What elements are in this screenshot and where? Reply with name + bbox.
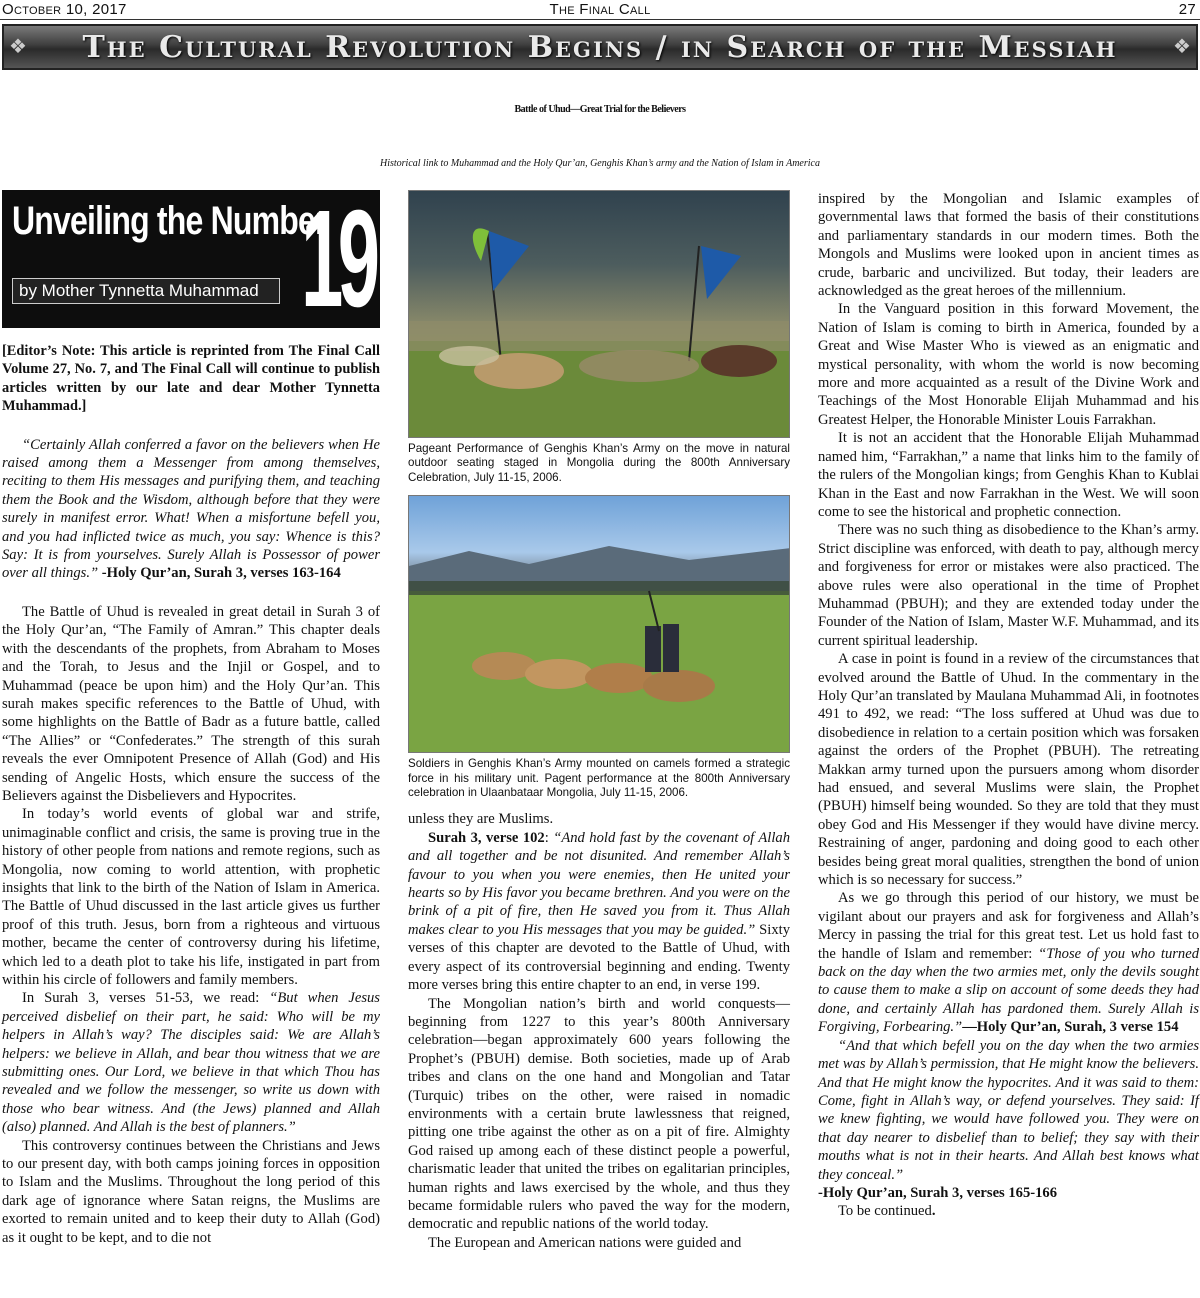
surah-quote: “And hold fast by the covenant of Allah and all together and be not disunited. And remember Allah’s favour to you when you were enemies, then He united your hearts so by His favor you became brethren. And you were on the brink of a pit of fire, then He saved you from it. Thus Allah makes clear to you His messages that you may be guided.” bbox=[408, 829, 790, 938]
section-banner bbox=[2, 24, 1198, 70]
opening-quote bbox=[2, 436, 380, 583]
banner-text: The Cultural Revolution Begins / in Search of the Messiah bbox=[82, 29, 1118, 65]
continued-text: To be continued bbox=[838, 1203, 932, 1220]
to-be-continued bbox=[818, 1202, 1199, 1220]
surah-quote: “Those of you who turned back on the day when the two armies met, only the devils sought to cause them to make a slip on account of some deeds they had done, and certainly Allah has pardoned them. Surely Allah is Forgiving, Forbearing.” bbox=[818, 945, 1199, 1036]
column-2-body bbox=[408, 810, 790, 1252]
horsemen-with-banners-photo bbox=[408, 190, 790, 438]
column-2 bbox=[408, 190, 790, 1252]
surah-source: -Holy Qur’an, Surah 3, verses 165-166 bbox=[818, 1184, 1058, 1201]
headline: Battle of Uhud—Great Trial for the Believers bbox=[514, 104, 686, 115]
issue-date: October 10, 2017 bbox=[2, 1, 127, 18]
paragraph-intro: In Surah 3, verses 51-53, we read: bbox=[22, 990, 270, 1007]
surah-quote: “But when Jesus perceived disbelief on their part, he said: Who will be my helpers in Allah’s way? The disciples said: We are Allah’s helpers: we believe in Allah, and bear thou witness that we are submitting ones. Our Lord, we believe in that which Thou has revealed and we follow the messenger, so write us down with those who bear witness. And (the Jews) planned and Allah (also) planned. And Allah is the best of planners.” bbox=[2, 990, 380, 1136]
surah-label: Surah 3, verse 102 bbox=[428, 829, 545, 846]
paragraph: In the Vanguard position in this forward Movement, the Nation of Islam is coming to birth in America, founded by a Great and Wise Master Who is viewed as an enigmatic and mystical personality, with whom the world is now becoming more and more acquainted as a result of the Divine Work and Teachings of the Most Honorable Elijah Muhammad and his Greatest Helper, the Honorable Minister Louis Farrakhan. bbox=[818, 301, 1199, 428]
continued-period: . bbox=[931, 1203, 936, 1220]
column-logo bbox=[2, 190, 380, 328]
logo-title: Unveiling the Number bbox=[12, 199, 327, 243]
paragraph: There was no such thing as disobedience to the Khan’s army. Strict discipline was enforced, with death to pay, although mercy and forgiveness for error or mistakes were also practiced. The above rules were also operational in the time of Prophet Muhammad (PBUH); and they are extended today under the Founder of the Nation of Islam, Master W.F. Muhammad, and its current spiritual leadership. bbox=[818, 522, 1199, 649]
paragraph bbox=[2, 989, 380, 1136]
ornament-left-icon: ❖ bbox=[9, 36, 27, 58]
page-number: 27 bbox=[1178, 1, 1196, 18]
opening-quote-source: -Holy Qur’an, Surah 3, verses 163-164 bbox=[98, 565, 341, 582]
paragraph: The Mongolian nation’s birth and world conquests—beginning from 1227 to this year’s 800th Anniversary celebration—began approximately 600 years following the Prophet’s (PBUH) demise. Both societies, made up of Arab tribes and clans on the one hand and Mongolian and Tatar (Turquic) tribes on the other, were raised in nomadic environments with a certain brute lawlessness that reigned, pitting one tribe against the other as on a pit of fire. Almighty God raised up among each of these distinct people a powerful, charismatic leader that united the tribes on egalitarian principles, human rights and laws exercised by the whole, and thus they became formidable rulers who paved the way for the modern, democratic and republic nations of the world today. bbox=[408, 995, 790, 1233]
mounted-soldiers-photo bbox=[408, 495, 790, 753]
paragraph bbox=[818, 889, 1199, 1036]
paragraph-intro: As we go through this period of our history, we must be vigilant about our prayers and ask for forgiveness and Allah’s Mercy in passing the trial for this great test. Let us hold fast to the handle of Islam and remember: bbox=[818, 890, 1199, 962]
photo-illustration bbox=[409, 496, 790, 753]
surah-rest: Sixty verses of this chapter are devoted to the Battle of Uhud, with every aspect of its controversial beginning and ending. Twenty more verses bring this entire chapter to an end, in verse 199. bbox=[408, 921, 790, 994]
photo-caption: Pageant Performance of Genghis Khan’s Army on the move in natural outdoor seating staged in Mongolia during the 800th Anniversary Celebration, July 11-15, 2006. bbox=[408, 442, 790, 484]
paragraph: The Battle of Uhud is revealed in great detail in Surah 3 of the Holy Qur’an, “The Family of Amran.” This chapter deals with the descendants of the prophets, from Abraham to Moses and the Torah, to Jesus and the Injil or Gospel, and to Muhammad (peace be upon him) and the Holy Qur’an. This surah makes specific references to the Battle of Uhud, with some highlights on the Battle of Badr as a future battle, called “The Allies” or “Confederates.” The strength of this surah reveals the ever Omnipotent Presence of Allah (God) and His sending of Angelic Hosts, which ensure the success of the Believers against the Disbelievers and Hypocrites. bbox=[2, 603, 380, 804]
ornament-right-icon: ❖ bbox=[1173, 36, 1191, 58]
page-header bbox=[0, 0, 1200, 20]
subheadline: Historical link to Muhammad and the Holy Qur’an, Genghis Khan’s army and the Nation of Islam in America bbox=[380, 158, 820, 169]
surah-source: —Holy Qur’an, Surah, 3 verse 154 bbox=[962, 1019, 1179, 1036]
paragraph: A case in point is found in a review of the circumstances that evolved around the Battle of Uhud. In the commentary in the Holy Qur’an translated by Maulana Muhammad Ali, in footnotes 491 to 492, we read: “The loss suffered at Uhud was due to disobedience in relation to a certain position which was forsaken against the orders of the Prophet (PBUH). The retreating Makkan army turned upon the pursuers among whom disorder had ensued, and several Muslims were slain, the Prophet (PBUH) himself being wounded. So they are told that they must obey God and His Messenger if they would have divine mercy. Restraining of anger, pardoning and doing good to each other besides being great moral qualities, strengthen the bond of union which is so necessary for success.” bbox=[818, 651, 1199, 889]
paragraph: In today’s world events of global war and strife, unimaginable conflict and crisis, the same is proving true in the history of other people from nations and remote regions, such as Mongolia, now coming to world attention, with prophetic insights that link to the birth of the Nation of Islam in America. The Battle of Uhud discussed in the last article gives us further proof of this truth. Jesus, born from a righteous and virtuous mother, became the center of controversy during his lifetime, which led to a death plot to take his life, instigated in part from within his circle of followers and family members. bbox=[2, 806, 380, 988]
column-1 bbox=[2, 190, 380, 1247]
paragraph: inspired by the Mongolian and Islamic examples of governmental laws that formed the basis of their constitutions and parliamentary standards in our modern times. Both the Mongols and Muslims were looked upon in ancient times as crude, barbaric and uncivilized. But today, their leaders are acknowledged as the great heroes of the millennium. bbox=[818, 191, 1199, 300]
surah-quote: “And that which befell you on the day when the two armies met was by Allah’s permission, that He might know the believers. And that He might know the hypocrites. And it was said to them: Come, fight in Allah’s way, or defend yourselves. They said: If we knew fighting, we would have followed you. They were on that day nearer to disbelief than to belief; they say with their mouths what is not in their hearts. And Allah best knows what they conceal.” bbox=[818, 1037, 1199, 1183]
opening-quote-text: “Certainly Allah conferred a favor on the believers when He raised among them a Messenger from among themselves, reciting to them His messages and purifying them, and teaching them the Book and the Wisdom, although before that they were surely in manifest error. What! When a misfortune befell you, and you had inflicted twice as much, you say: Whence is this? Say: It is from yourselves. Surely Allah is Possessor of power over all things.” bbox=[2, 436, 380, 582]
logo-number: 19 bbox=[300, 190, 374, 328]
editors-note: [Editor’s Note: This article is reprinted from The Final Call Volume 27, No. 7, and The Final Call will continue to publish articles written by our late and dear Mother Tynnetta Muhammad.] bbox=[2, 343, 380, 415]
paragraph: It is not an accident that the Honorable Elijah Muhammad named him, “Farrakhan,” a name that links him to the family of the rulers of the Mongolian kings; from Genghis Khan to Kublai Khan in the East and now Farrakhan in the West. We will soon come to see the historical and prophetic connection. bbox=[818, 430, 1199, 520]
column-3 bbox=[818, 190, 1199, 1221]
surah-colon: : bbox=[544, 829, 554, 846]
paragraph bbox=[408, 829, 790, 995]
paragraph bbox=[818, 1037, 1199, 1203]
paragraph: The European and American nations were guided and bbox=[428, 1234, 742, 1251]
photo-illustration bbox=[409, 191, 790, 438]
paragraph: This controversy continues between the Christians and Jews to our present day, with both camps joining forces in opposition to Islam and the Muslims. Throughout the long period of this dark age of ignorance where Satan reigns, the Muslims are exorted to remain united and to keep their duty to Allah (God) as it ought to be kept, and to die not bbox=[2, 1137, 380, 1246]
paragraph: unless they are Muslims. bbox=[408, 811, 554, 828]
publication-name: The Final Call bbox=[549, 1, 651, 18]
photo-caption: Soldiers in Genghis Khan’s Army mounted on camels formed a strategic force in his military unit. Pagent performance at the 800th Anniversary celebration in Ulaanbataar Mongolia, July 11-15, 2006. bbox=[408, 757, 790, 800]
logo-byline: by Mother Tynnetta Muhammad bbox=[12, 278, 280, 304]
